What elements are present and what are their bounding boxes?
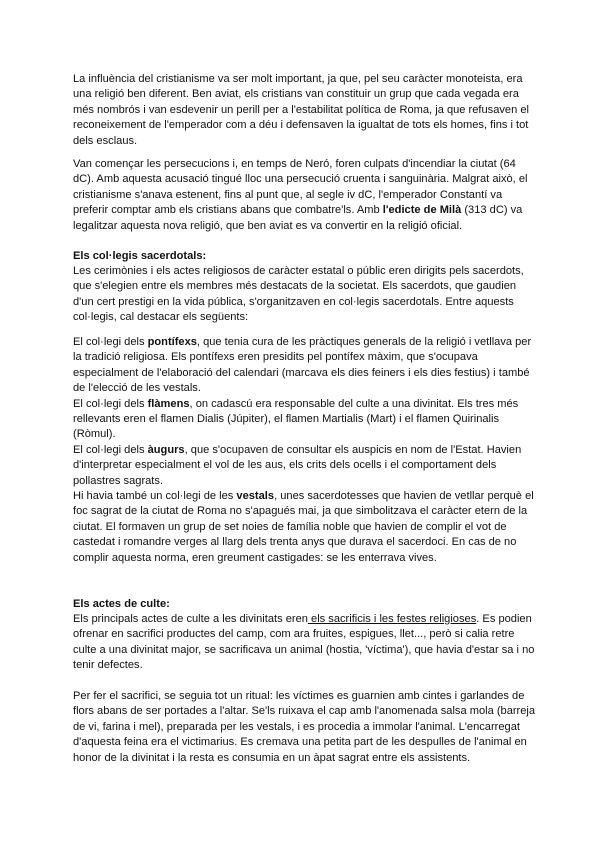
list-item-flamens: El col·legi dels flàmens, on cadascú era responsable del culte a una divinitat. Els tres més rellevants eren el flamen Dialis (Júpiter), el flamen Martialis (Mart) i el flamen Quirinalis (Ròmul). bbox=[73, 397, 519, 441]
paragraph-intro bbox=[73, 72, 537, 149]
edict-of-milan-bold: l'edicte de Milà bbox=[382, 204, 462, 217]
heading-collegis: Els col·legis sacerdotals: bbox=[73, 250, 207, 262]
sacrificis-underlined: els sacrificis i les festes religioses bbox=[307, 613, 477, 625]
list-item-augurs: El col·legi dels àugurs, que s'ocupaven de consultar els auspicis en nom de l'Estat. Havien d'interpretar especialment el vol de les aus, els crits dels ocells i el comportament dels pollastres sagrats. bbox=[73, 443, 522, 487]
list-item-vestals: Hi havia també un col·legi de les vestals, unes sacerdotesses que havien de vetllar perquè el foc sagrat de la ciutat de Roma no s'apagués mai, ja que simbolitzava el caràcter etern de la ciutat. El formaven un grup de set noies de família noble que havien de complir el vot de castedat i romandre verges al llarg dels trenta anys que durava el sacerdoci. En cas de no complir aquesta norma, eren greument castigades: se les enterrava vives. bbox=[73, 490, 534, 564]
paragraph-sacrifici: Per fer el sacrifici, se seguia tot un ritual: les víctimes es guarnien amb cintes i garlandes de flors abans de ser portades a l'altar. Se'ls ruixava el cap amb l'anomenada salsa mola (barreja de vi, farina i mel), preparada per les vestals, i es procedia a immolar l'animal. L'encarregat d'aquesta feina era el victimarius. Es cremava una petita part de les despulles de l'animal en honor de la divinitat i la resta es consumia en un àpat sagrat entre els assistents. bbox=[73, 690, 536, 764]
paragraph-persecutions: Van començar les persecucions i, en temps de Neró, foren culpats d'incendiar la ciutat (64 dC). Amb aquesta acusació tingué lloc una persecució cruenta i sanguinària. Malgrat això, el cristianisme s'anava estenent, fins al punt que, al segle iv dC, l'emperador Constantí va preferir comptar amb els cristians abans que combatre'ls. Amb l'edicte de Milà (313 dC) va legalitzar aquesta nova religió, que ben aviat es va convertir en la religió oficial. bbox=[73, 158, 528, 232]
paragraph-collegis-intro: Les cerimònies i els actes religiosos de caràcter estatal o públic eren dirigits pels sacerdots, que s'elegien entre els membres més destacats de la societat. Els sacerdots, que gaudien d'un cert prestigi en la vida pública, s'organitzaven en col·legis sacerdotals. Entre aquests col·legis, cal destacar els següents: bbox=[73, 265, 524, 324]
paragraph-intro-text: La influència del cristianisme va ser molt important, ja que, pel seu caràcter monoteista, era una religió ben diferent. Ben aviat, els cristians van constituir un grup que cada vegada era més nombrós i van esdevenir un perill per a l'estabilitat política de Roma, ja que refusaven el reconeixement de l'emperador com a déu i defensaven la igualtat de tots els homes, fins i tot dels esclaus. bbox=[73, 73, 529, 147]
paragraph-actes: Els principals actes de culte a les divinitats eren els sacrificis i les festes religioses. Es podien ofrenar en sacrifici productes del camp, com ara fruites, espigues, llet..., però si calia retre culte a una divinitat major, se sacrificava un animal (hostia, 'víctima'), que havia d'estar sa i no tenir defectes. bbox=[73, 613, 535, 672]
collegis-list bbox=[73, 335, 537, 566]
list-item-pontifexs: El col·legi dels pontífexs, que tenia cura de les pràctiques generals de la religió i vetllava per la tradició religiosa. Els pontífexs eren presidits pel pontífex màxim, que s'ocupava especialment de l'elaboració del calendari (marcava els dies feiners i els dies festius) i també de l'elecció de les vestals. bbox=[73, 336, 532, 395]
heading-actes: Els actes de culte: bbox=[73, 598, 170, 610]
